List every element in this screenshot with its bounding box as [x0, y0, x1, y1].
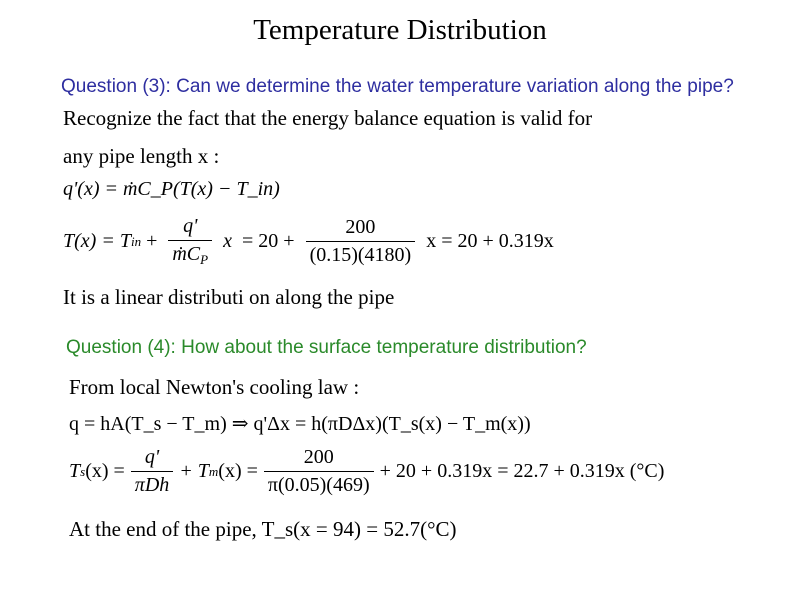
- eq2-sub-in: in: [130, 233, 142, 249]
- text-line-2: any pipe length x :: [63, 144, 220, 168]
- equation-temperature: [63, 215, 559, 268]
- eq2-frac2-den: (0.15)(4180): [306, 241, 416, 267]
- question-4: Question (4): How about the surface temperature distribution?: [66, 337, 587, 358]
- text-line-1: Recognize the fact that the energy balance equation is valid for: [63, 106, 593, 130]
- equation-energy-balance: q'(x) = ṁC_P(T(x) − T_in): [63, 178, 280, 200]
- equation-newton-cooling: q = hA(T_s − T_m) ⇒ q'Δx = h(πDΔx)(T_s(x) − T_m(x)): [69, 413, 531, 435]
- eq2-lhs: T(x) = T: [63, 230, 131, 252]
- eq4-frac2-den: π(0.05)(469): [264, 471, 374, 497]
- eq2-fraction-2: [306, 216, 416, 267]
- eq2-frac1-den: ṁC: [172, 243, 201, 265]
- eq4-result: + 20 + 0.319x = 22.7 + 0.319x (°C): [379, 460, 665, 482]
- eq2-plus: +: [146, 230, 158, 252]
- eq2-sub-p: P: [200, 252, 209, 267]
- eq2-x: x: [223, 230, 232, 252]
- eq4-fraction-2: [264, 446, 374, 497]
- eq4-sub-m: m: [208, 463, 219, 479]
- eq2-result: x = 20 + 0.319x: [426, 230, 554, 252]
- page-title: Temperature Distribution: [253, 14, 547, 46]
- eq4-fraction-1: [131, 446, 173, 497]
- eq2-fraction-1: [168, 215, 212, 268]
- eq2-eq20: = 20 +: [242, 230, 295, 252]
- question-3: Question (3): Can we determine the water temperature variation along the pipe?: [61, 76, 734, 97]
- eq4-sub-s: s: [80, 463, 86, 479]
- text-line-4: From local Newton's cooling law :: [69, 375, 360, 399]
- eq4-frac1-num: q': [144, 446, 160, 468]
- eq4-mid2: (x) =: [218, 460, 258, 482]
- eq4-lhs: T: [69, 460, 81, 482]
- eq4-frac2-num: 200: [303, 446, 334, 468]
- eq4-mid: + T: [179, 460, 209, 482]
- eq2-frac2-num: 200: [345, 216, 376, 238]
- eq2-frac1-num: q': [183, 215, 198, 237]
- eq4-frac1-den: πDh: [131, 471, 173, 497]
- eq4-lhs2: (x) =: [85, 460, 125, 482]
- text-line-5: At the end of the pipe, T_s(x = 94) = 52.7(°C): [69, 517, 457, 541]
- equation-surface-temperature: [69, 446, 664, 497]
- text-line-3: It is a linear distributi on along the pipe: [63, 285, 395, 309]
